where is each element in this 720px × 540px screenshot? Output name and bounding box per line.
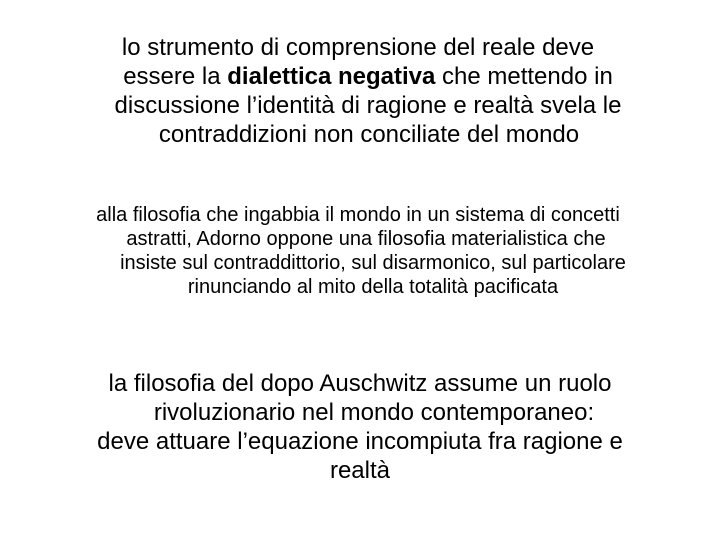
text-line: deve attuare l’equazione incompiuta fra ragione e bbox=[97, 428, 623, 455]
text-run: che mettendo in bbox=[435, 63, 613, 90]
text-line: astratti, Adorno oppone una filosofia materialistica che bbox=[126, 228, 606, 250]
emphasis-text: dialettica negativa bbox=[227, 63, 436, 90]
text-line bbox=[16, 62, 720, 91]
text-line: rinunciando al mito della totalità pacificata bbox=[187, 276, 559, 298]
text-run: essere la bbox=[123, 63, 228, 90]
text-line: realtà bbox=[329, 457, 391, 484]
text-line: rivoluzionario nel mondo contemporaneo: bbox=[153, 399, 595, 426]
text-line: insiste sul contraddittorio, sul disarmonico, sul particolare bbox=[120, 252, 626, 274]
text-line: lo strumento di comprensione del reale deve bbox=[121, 34, 595, 61]
text-line: discussione l’identità di ragione e realtà svela le bbox=[114, 92, 622, 119]
paragraph-dialettica-negativa bbox=[0, 33, 720, 149]
paragraph-adorno-materialismo bbox=[0, 203, 720, 299]
paragraph-dopo-auschwitz bbox=[0, 369, 720, 485]
text-line: alla filosofia che ingabbia il mondo in un sistema di concetti bbox=[96, 204, 620, 226]
text-line: contraddizioni non conciliate del mondo bbox=[158, 121, 580, 148]
text-line: la filosofia del dopo Auschwitz assume un ruolo bbox=[108, 370, 612, 397]
